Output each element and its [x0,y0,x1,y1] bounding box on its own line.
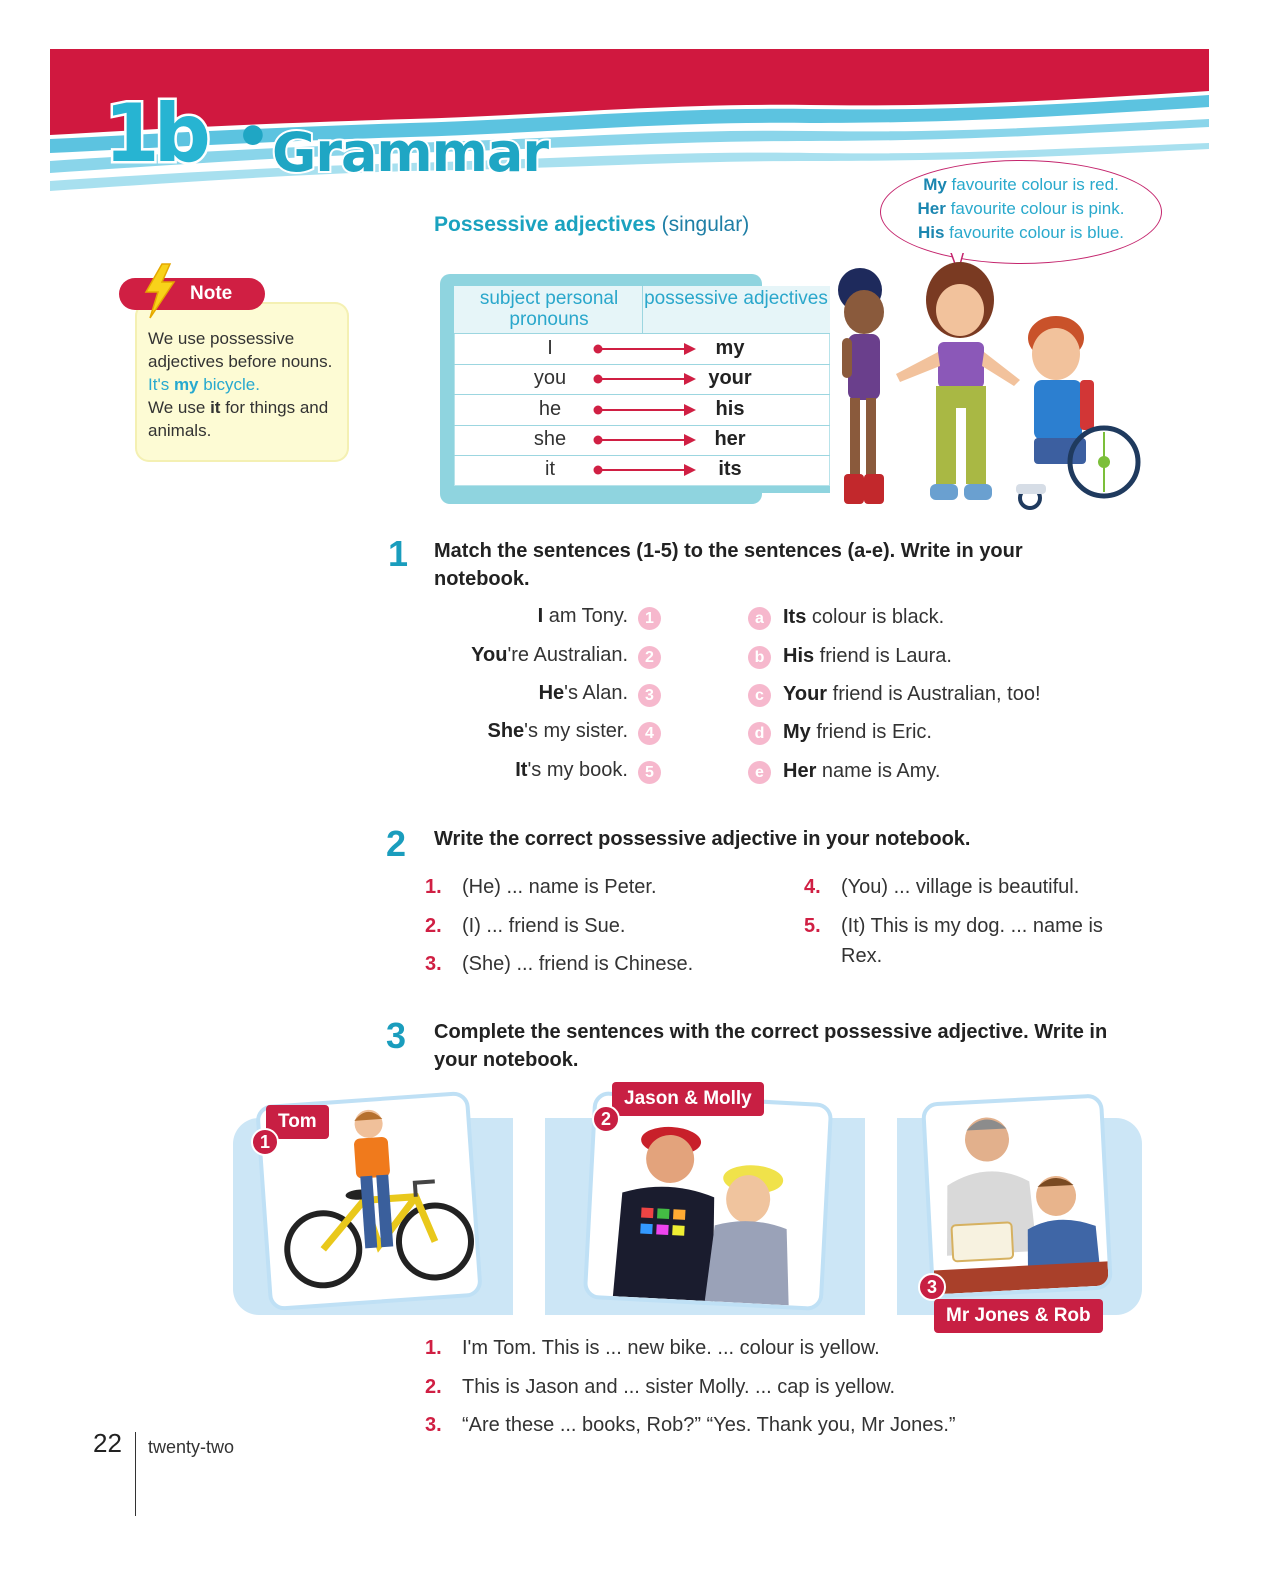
page-number-divider [135,1432,136,1516]
unit-number: 1b [104,87,205,180]
exercise-number: 3 [386,1015,407,1056]
arrow-icon [592,464,696,476]
match-number-badge: 2 [638,646,661,669]
table-row-divider [454,425,830,426]
match-letter-badge: d [748,722,771,745]
match-sentence-right: Its colour is black. [783,606,945,628]
children-illustration [812,262,1142,518]
possessive-cell: his [715,398,745,420]
match-letter-badge: b [748,646,771,669]
item-number: 3. [425,1414,442,1436]
pronoun-cell: I [547,337,553,359]
photo-number-badge: 1 [251,1128,279,1156]
arrow-icon [592,373,696,385]
note-label: Note [190,283,233,304]
exercise-number: 1 [388,533,409,574]
item-number: 1. [425,1337,442,1359]
speech-bubble-text [885,173,1157,245]
match-number-badge: 5 [638,761,661,784]
photo-label: Mr Jones & Rob [934,1299,1103,1333]
match-sentence-right: My friend is Eric. [783,721,932,743]
bubble-line: My favourite colour is red. [923,175,1119,194]
page-title: Grammar [272,121,548,184]
match-letter-badge: c [748,684,771,707]
item-text: (I) ... friend is Sue. [462,915,626,937]
arrow-icon [592,343,696,355]
item-text: This is Jason and ... sister Molly. ... cap is yellow. [462,1376,896,1398]
item-number: 5. [804,915,821,937]
item-number: 4. [804,876,821,898]
title-separator: • [235,105,271,170]
match-sentence-left: You're Australian. [471,644,628,666]
match-sentence-left: It's my book. [515,759,628,781]
exercise-instruction: Match the sentences (1-5) to the sentences (a-e). Write in your notebook. [434,540,1023,590]
match-number-badge: 4 [638,722,661,745]
item-text: “Are these ... books, Rob?” “Yes. Thank you, Mr Jones.” [462,1414,956,1436]
table-header-possessives: possessive adjectives [644,288,828,309]
item-text: (She) ... friend is Chinese. [462,953,694,975]
table-header-pronouns: subject personal pronouns [479,288,619,330]
photo-jason-molly [583,1091,834,1311]
match-sentence-left: She's my sister. [487,720,628,742]
item-number: 2. [425,1376,442,1398]
bubble-line: Her favourite colour is pink. [917,199,1125,218]
item-text: (You) ... village is beautiful. [841,876,1080,898]
photo-number-badge: 2 [592,1105,620,1133]
pronoun-cell: you [533,367,567,389]
note-text: We use possessive adjectives before nouns. It's my bicycle. We use it for things and animals. [148,329,333,440]
item-text: (It) This is my dog. ... name is Rex. [841,915,1103,967]
match-number-badge: 3 [638,684,661,707]
photo-number-badge: 3 [918,1273,946,1301]
table-row-divider [454,364,830,365]
item-text: I'm Tom. This is ... new bike. ... colour is yellow. [462,1337,880,1359]
bubble-line: His favourite colour is blue. [917,223,1124,242]
match-sentence-left: I am Tony. [537,605,628,627]
match-sentence-left: He's Alan. [538,682,628,704]
table-row-divider [454,455,830,456]
exercise-number: 2 [386,823,407,864]
possessive-cell: its [718,458,742,480]
exercise-instruction: Write the correct possessive adjective in your notebook. [434,828,971,850]
photo-mr-jones-rob [921,1093,1113,1298]
match-letter-badge: e [748,761,771,784]
possessive-cell: my [715,337,745,359]
photo-label: Tom [266,1105,329,1139]
pronoun-cell: he [538,398,562,420]
photo-label: Jason & Molly [612,1082,764,1116]
match-sentence-right: Her name is Amy. [783,760,941,782]
arrow-icon [592,404,696,416]
pronoun-cell: she [533,428,567,450]
exercise-instruction: Complete the sentences with the correct possessive adjective. Write in your notebook. [434,1021,1108,1071]
pronoun-cell: it [545,458,555,480]
item-number: 1. [425,876,442,898]
man-and-boy-image [925,1098,1109,1295]
match-sentence-right: Your friend is Australian, too! [783,683,1041,705]
possessive-cell: your [708,367,752,389]
page-number-words: twenty-two [148,1437,235,1457]
item-number: 2. [425,915,442,937]
arrow-icon [592,434,696,446]
section-title: Possessive adjectives (singular) [434,213,750,236]
lightning-icon [140,262,180,320]
item-number: 3. [425,953,442,975]
page-number: 22 [93,1428,122,1458]
item-text: (He) ... name is Peter. [462,876,657,898]
match-letter-badge: a [748,607,771,630]
possessive-cell: her [714,428,746,450]
boy-and-girl-image [587,1095,829,1307]
match-sentence-right: His friend is Laura. [783,645,952,667]
match-number-badge: 1 [638,607,661,630]
table-row-divider [454,394,830,395]
